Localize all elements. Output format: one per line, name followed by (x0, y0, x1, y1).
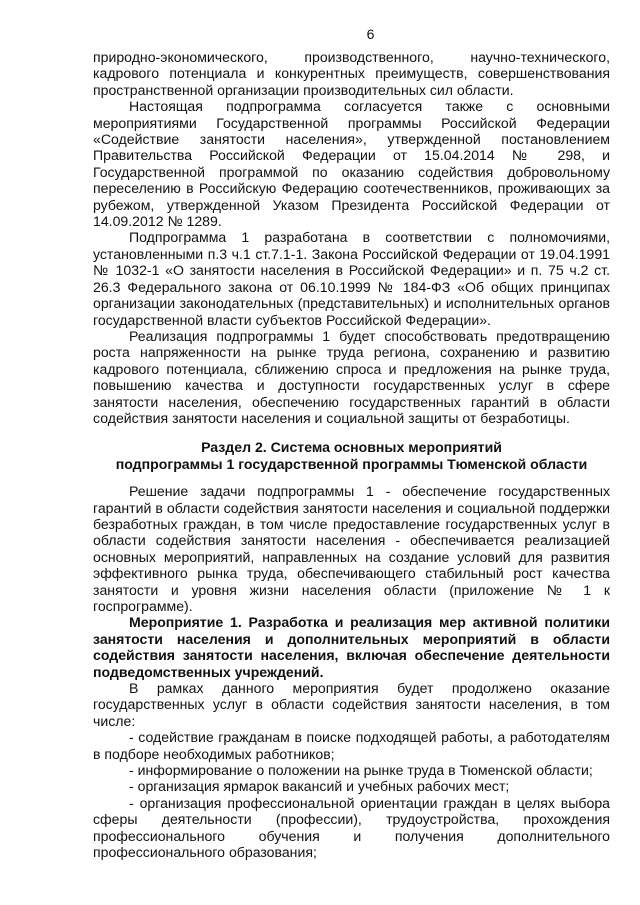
list-item-job-search: - содействие гражданам в поиске подходящей работы, а работодателям в подборе необходимых работников; (93, 729, 610, 762)
section-title-line2: подпрограммы 1 государственной программы Тюменской области (115, 455, 588, 472)
paragraph-program-alignment: Настоящая подпрограмма согласуется также с основными мероприятиями Государственной программы Российской Федерации «Содействие занятости населения», утвержденной постановлением Правительства Российской Федерации от 15.04.2014 № 298, и Государственной программой по оказанию содействия добровольному переселению в Российскую Федерацию соотечественников, проживающих за рубежом, утвержденной Указом Президента Российской Федерации от 14.09.2012 № 1289. (93, 98, 610, 230)
paragraph-legal-basis: Подпрограмма 1 разработана в соответствии с полномочиями, установленными п.3 ч.1 ст.7.1-1. Закона Российской Федерации от 19.04.1991 № 1032-1 «О занятости населения в Российской Федерации» и п. 75 ч.2 ст. 26.3 Федерального закона от 06.10.1999 № 184-ФЗ «Об общих принципах организации законодательных (представительных) и исполнительных органов государственной власти субъектов Российской Федерации». (93, 229, 610, 328)
measure-intro: В рамках данного мероприятия будет продолжено оказание государственных услуг в области содействия занятости населения, в том числе: (93, 680, 610, 729)
list-item-job-fairs: - организация ярмарок вакансий и учебных рабочих мест; (129, 778, 510, 795)
paragraph-task-solution: Решение задачи подпрограммы 1 - обеспечение государственных гарантий в области содействия занятости населения и социальной поддержки безработных граждан, в том числе предоставление государственных услуг в области содействия занятости населения - обеспечивается реализацией основных мероприятий, направленных на создание условий для развития эффективного рынка труда, обеспечивающего стабильный рост качества занятости и уровня жизни населения области (приложение № 1 к госпрограмме). (93, 483, 610, 614)
paragraph-implementation-goals: Реализация подпрограммы 1 будет способствовать предотвращению роста напряженности на рынке труда региона, сохранению и развитию кадрового потенциала, сближению спроса и предложения на рынке труда, повышению качества и доступности государственных услуг в сфере занятости населения, обеспечению государственных гарантий в области содействия занятости населения и социальной защиты от безработицы. (93, 327, 610, 426)
measure-heading: Мероприятие 1. Разработка и реализация мер активной политики занятости населения и дополнительных мероприятий в области содействия занятости населения, включая обеспечение деятельности подведомственных учреждений. (93, 614, 610, 680)
page-number: 6 (366, 26, 375, 42)
paragraph-continuation: природно-экономического, производственного, научно-технического, кадрового потенциала и конкурентных преимуществ, совершенствования пространственной организации производительных сил области. (93, 49, 610, 98)
section-title-line1: Раздел 2. Система основных мероприятий (201, 439, 502, 456)
list-item-career-guidance: - организация профессиональной ориентации граждан в целях выбора сферы деятельности (профессии), трудоустройства, прохождения профессионального обучения и получения дополнительного профессионального образования; (93, 794, 610, 861)
list-item-labor-market-info: - информирование о положении на рынке труда в Тюменской области; (129, 762, 593, 779)
section-title (93, 439, 610, 472)
